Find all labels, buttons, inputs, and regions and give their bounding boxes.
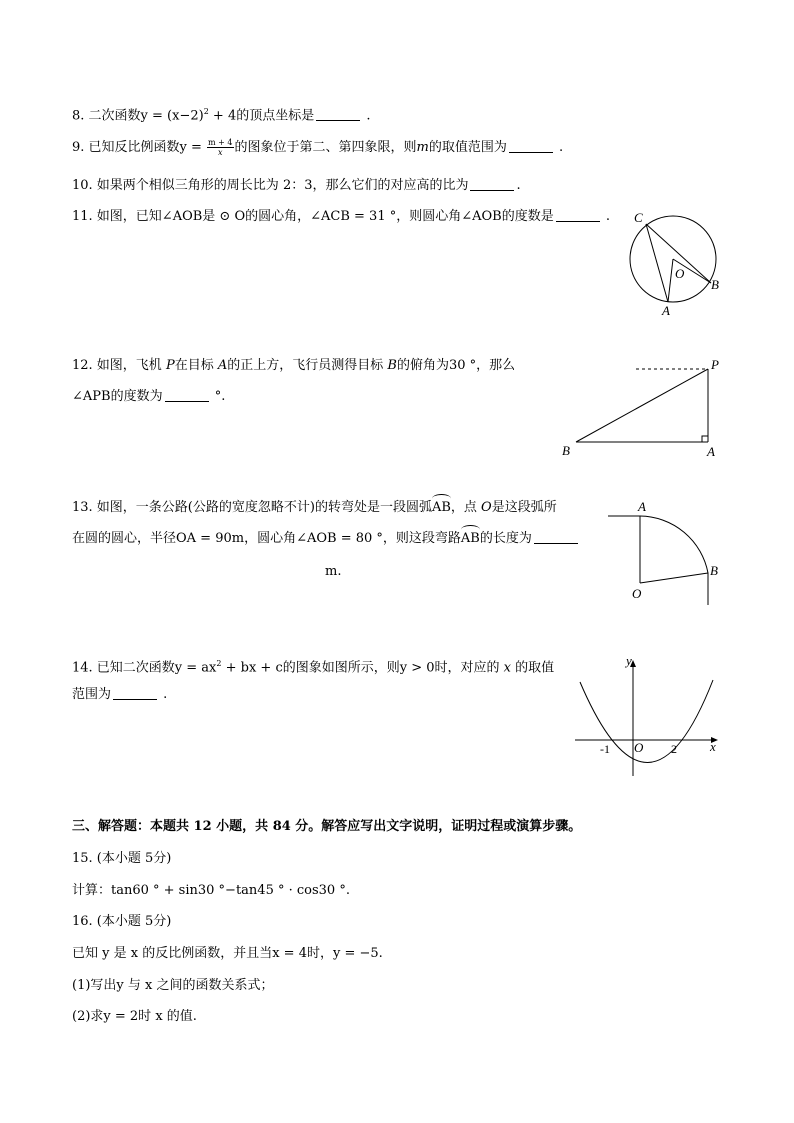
question-10: 10. 如果两个相似三角形的周长比为 2：3，那么它们的对应高的比为 . [72, 178, 521, 193]
question-14-line-2: 范围为 . [72, 687, 168, 702]
question-11: 11. 如图，已知∠AOB是 ⊙ O的圆心角，∠ACB = 31 °，则圆心角∠AOB的度数是 . [72, 209, 610, 224]
fraction: $\frac{m + 4}{x}$ [208, 138, 233, 157]
label-neg1: -1 [600, 742, 610, 756]
question-15-body: 计算：tan60 ° + sin30 °−tan45 ° · cos30 °. [72, 883, 350, 898]
segment-bp [576, 369, 708, 442]
arc-ab: AB [460, 531, 480, 546]
question-16-line-1: 已知 y 是 x 的反比例函数，并且当x = 4时，y = −5. [72, 946, 383, 961]
label-p: P [711, 357, 719, 372]
question-9: 9. 已知反比例函数y = $\frac{m + 4}{x}$ 的图象位于第二、第四象限，则m的取值范围为 . [72, 138, 564, 157]
label-y: y [626, 653, 632, 668]
question-16-line-3: (2)求y = 2时 x 的值. [72, 1009, 197, 1024]
question-8: 8. 二次函数$y = (x-2)^2 + 4$的顶点坐标是 . [72, 107, 371, 124]
arc-ab: AB [431, 500, 451, 515]
label-x: x [710, 739, 716, 754]
question-13-line-1: 13. 如图，一条公路(公路的宽度忽略不计)的转弯处是一段圆弧AB，点 O是这段弧所 [72, 500, 557, 515]
question-16-heading: 16. (本小题 5分) [72, 914, 172, 929]
answer-blank[interactable] [113, 686, 157, 700]
parabola-figure [570, 650, 725, 780]
right-angle-mark [702, 436, 708, 442]
label-a: A [638, 499, 646, 514]
label-o: O [632, 586, 642, 601]
segment-ob [640, 573, 708, 583]
circle-angle-figure [620, 205, 730, 320]
section-3-heading: 三、解答题：本题共 12 小题，共 84 分。解答应写出文字说明，证明过程或演算步骤。 [72, 819, 582, 834]
label-origin: O [634, 740, 644, 755]
label-two: 2 [671, 742, 677, 756]
question-12-line-1: 12. 如图，飞机 P在目标 A的正上方，飞行员测得目标 B的俯角为30 °，那么 [72, 358, 516, 373]
label-a: A [662, 303, 670, 318]
question-13-line-3: m. [325, 564, 342, 579]
road-arc [640, 516, 708, 605]
question-12-line-2: ∠APB的度数为 °. [72, 389, 226, 404]
answer-blank[interactable] [534, 530, 578, 544]
depression-angle-figure [556, 355, 731, 465]
label-a: A [707, 444, 715, 459]
answer-blank[interactable] [509, 139, 553, 153]
answer-blank[interactable] [556, 208, 600, 222]
label-b: B [562, 443, 570, 458]
answer-blank[interactable] [470, 177, 514, 191]
question-16-line-2: (1)写出y 与 x 之间的函数关系式； [72, 978, 274, 993]
road-arc-figure [600, 495, 725, 610]
question-14-line-1: 14. 已知二次函数$y = ax^2$ + bx + c的图象如图所示，则y > 0时，对应的 x 的取值 [72, 659, 555, 676]
answer-blank[interactable] [316, 107, 360, 121]
answer-blank[interactable] [165, 388, 209, 402]
label-c: C [634, 210, 643, 225]
label-o: O [675, 266, 685, 281]
question-15-heading: 15. (本小题 5分) [72, 851, 172, 866]
question-13-line-2: 在圆的圆心，半径OA = 90m，圆心角∠AOB = 80 °，则这段弯路AB的长度为 [72, 530, 580, 548]
label-b: B [711, 277, 719, 292]
label-b: B [710, 563, 718, 578]
segment-oa [668, 259, 673, 302]
segment-ca [646, 224, 668, 302]
